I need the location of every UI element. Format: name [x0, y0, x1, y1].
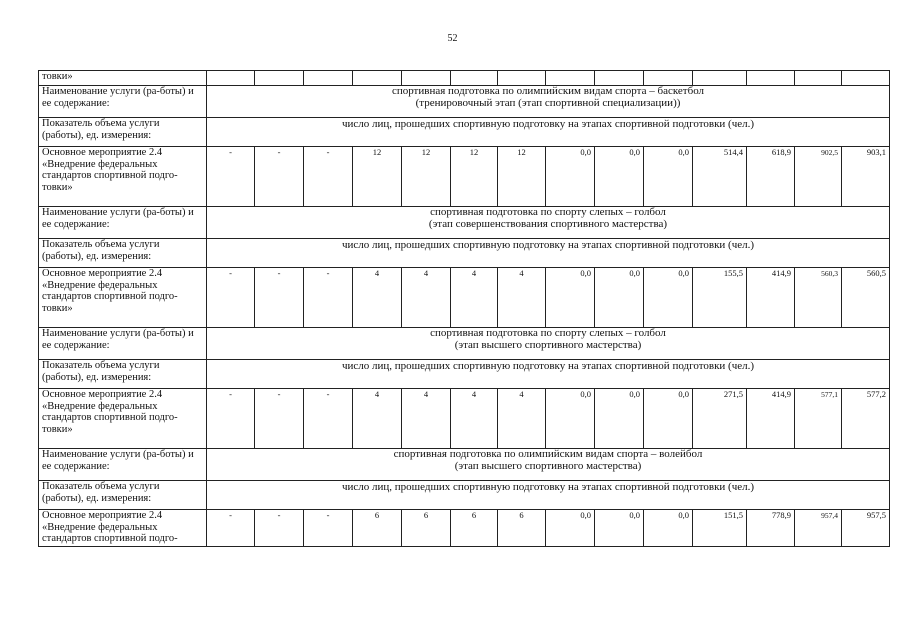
service-name-cell — [207, 86, 890, 118]
service-name-cell — [207, 328, 890, 360]
services-table — [38, 70, 890, 547]
value-cell: 0,0 — [595, 147, 644, 207]
value-cell: - — [304, 510, 353, 547]
value-cell: 4 — [353, 268, 402, 328]
value-cell: 0,0 — [595, 510, 644, 547]
service-stage-line: (этап совершенствования спортивного мастерства) — [428, 217, 668, 230]
value-cell: 0,0 — [644, 389, 693, 449]
value-cell: 6 — [353, 510, 402, 547]
value-cell: 514,4 — [693, 147, 747, 207]
table-row — [39, 449, 890, 481]
table-row — [39, 510, 890, 547]
row-label: Показатель объема услуги (работы), ед. измерения: — [39, 118, 207, 147]
row-label: Наименование услуги (ра-боты) и ее содержание: — [39, 449, 207, 481]
value-cell: 0,0 — [595, 389, 644, 449]
table-row — [39, 71, 890, 86]
value-cell: 4 — [451, 268, 498, 328]
table-row — [39, 118, 890, 147]
table-row — [39, 360, 890, 389]
indicator-cell: число лиц, прошедших спортивную подготовку на этапах спортивной подготовки (чел.) — [207, 118, 890, 147]
service-name-cell — [207, 449, 890, 481]
row-label: Показатель объема услуги (работы), ед. измерения: — [39, 360, 207, 389]
value-cell: - — [304, 268, 353, 328]
value-cell: 12 — [498, 147, 546, 207]
indicator-cell: число лиц, прошедших спортивную подготовку на этапах спортивной подготовки (чел.) — [207, 239, 890, 268]
row-label: Наименование услуги (ра-боты) и ее содержание: — [39, 207, 207, 239]
value-cell: - — [255, 510, 304, 547]
value-cell: 0,0 — [546, 510, 595, 547]
service-stage-line: (тренировочный этап (этап спортивной специализации)) — [415, 96, 681, 109]
value-cell: 0,0 — [546, 268, 595, 328]
value-cell: 0,0 — [546, 147, 595, 207]
value-cell: - — [255, 147, 304, 207]
value-cell: 0,0 — [644, 147, 693, 207]
value-cell: 4 — [402, 389, 451, 449]
table-row — [39, 239, 890, 268]
service-name-line: спортивная подготовка по олимпийским видам спорта – баскетбол — [391, 85, 705, 97]
value-cell: 903,1 — [842, 147, 890, 207]
value-cell: 6 — [402, 510, 451, 547]
value-cell: 0,0 — [644, 268, 693, 328]
service-stage-line: (этап высшего спортивного мастерства) — [454, 338, 642, 351]
value-cell: 577,2 — [842, 389, 890, 449]
row-label: товки» — [39, 71, 207, 86]
value-cell: 151,5 — [693, 510, 747, 547]
row-label: Основное мероприятие 2.4 «Внедрение федеральных стандартов спортивной подго-товки» — [39, 268, 207, 328]
value-cell: 957,5 — [842, 510, 890, 547]
page-number: 52 — [447, 33, 458, 44]
table-row — [39, 207, 890, 239]
table-row — [39, 328, 890, 360]
value-cell: 560,3 — [795, 268, 842, 328]
value-cell: - — [207, 389, 255, 449]
indicator-cell: число лиц, прошедших спортивную подготовку на этапах спортивной подготовки (чел.) — [207, 360, 890, 389]
value-cell: 6 — [451, 510, 498, 547]
table-row — [39, 268, 890, 328]
value-cell: 12 — [451, 147, 498, 207]
value-cell: 271,5 — [693, 389, 747, 449]
value-cell: - — [255, 268, 304, 328]
value-cell: 4 — [498, 268, 546, 328]
table-row — [39, 147, 890, 207]
value-cell: - — [304, 147, 353, 207]
value-cell: 0,0 — [644, 510, 693, 547]
row-label: Основное мероприятие 2.4 «Внедрение федеральных стандартов спортивной подго- — [39, 510, 207, 547]
table-row — [39, 86, 890, 118]
value-cell: 618,9 — [747, 147, 795, 207]
service-name-line: спортивная подготовка по спорту слепых – голбол — [430, 206, 666, 218]
row-label: Показатель объема услуги (работы), ед. измерения: — [39, 239, 207, 268]
row-label: Наименование услуги (ра-боты) и ее содержание: — [39, 86, 207, 118]
row-label: Основное мероприятие 2.4 «Внедрение федеральных стандартов спортивной подго-товки» — [39, 389, 207, 449]
value-cell: 560,5 — [842, 268, 890, 328]
value-cell: - — [207, 268, 255, 328]
value-cell: 6 — [498, 510, 546, 547]
table-row — [39, 481, 890, 510]
service-name-line: спортивная подготовка по олимпийским видам спорта – волейбол — [393, 448, 703, 460]
value-cell: 0,0 — [546, 389, 595, 449]
value-cell: - — [255, 389, 304, 449]
value-cell: 4 — [451, 389, 498, 449]
indicator-cell: число лиц, прошедших спортивную подготовку на этапах спортивной подготовки (чел.) — [207, 481, 890, 510]
value-cell: 414,9 — [747, 268, 795, 328]
service-name-cell — [207, 207, 890, 239]
value-cell: 902,5 — [795, 147, 842, 207]
value-cell: - — [304, 389, 353, 449]
value-cell: 577,1 — [795, 389, 842, 449]
service-name-line: спортивная подготовка по спорту слепых – голбол — [430, 327, 666, 339]
table-row — [39, 389, 890, 449]
value-cell: 4 — [353, 389, 402, 449]
value-cell: 0,0 — [595, 268, 644, 328]
row-label: Показатель объема услуги (работы), ед. измерения: — [39, 481, 207, 510]
row-label: Наименование услуги (ра-боты) и ее содержание: — [39, 328, 207, 360]
value-cell: 155,5 — [693, 268, 747, 328]
service-stage-line: (этап высшего спортивного мастерства) — [454, 459, 642, 472]
value-cell: 414,9 — [747, 389, 795, 449]
value-cell: 12 — [402, 147, 451, 207]
value-cell: 778,9 — [747, 510, 795, 547]
value-cell: - — [207, 147, 255, 207]
value-cell: 12 — [353, 147, 402, 207]
value-cell: 4 — [402, 268, 451, 328]
value-cell: 4 — [498, 389, 546, 449]
row-label: Основное мероприятие 2.4 «Внедрение федеральных стандартов спортивной подго-товки» — [39, 147, 207, 207]
value-cell: - — [207, 510, 255, 547]
value-cell: 957,4 — [795, 510, 842, 547]
